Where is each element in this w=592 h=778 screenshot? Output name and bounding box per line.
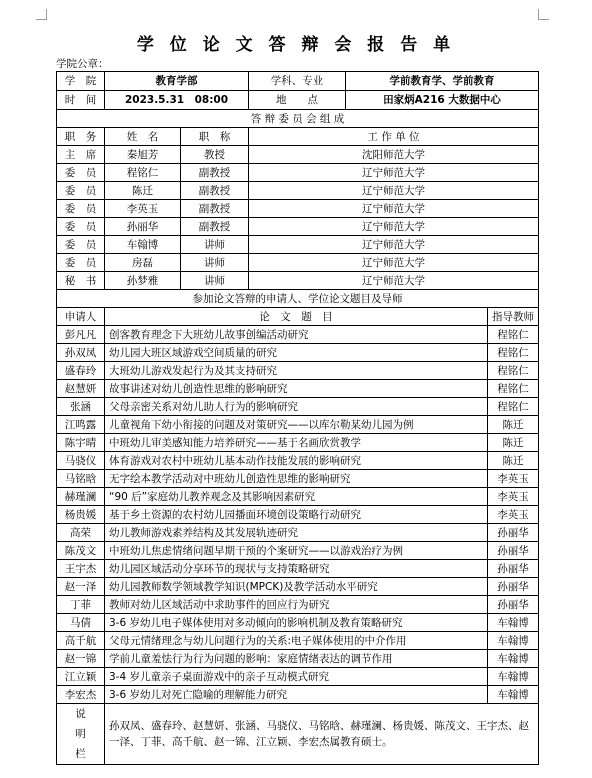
thesis-applicant: 李宏杰 <box>57 686 105 704</box>
member-unit: 辽宁师范大学 <box>249 200 539 218</box>
thesis-topic: 幼儿园大班区域游戏空间质量的研究 <box>105 344 488 362</box>
thesis-row <box>57 506 539 524</box>
thesis-topic: 幼儿园教师数学领域教学知识(MPCK)及教学活动水平研究 <box>105 578 488 596</box>
member-role: 委 员 <box>57 200 105 218</box>
thesis-advisor: 李英玉 <box>488 470 539 488</box>
thesis-row <box>57 326 539 344</box>
college-seal-label: 学院公章： <box>56 58 109 70</box>
thesis-row <box>57 686 539 704</box>
thesis-topic: 中班幼儿焦虑情绪问题早期干预的个案研究——以游戏治疗为例 <box>105 542 488 560</box>
thesis-applicant: 陈茂文 <box>57 542 105 560</box>
thesis-applicant: 高千航 <box>57 632 105 650</box>
thesis-topic: 3-6 岁幼儿对死亡隐喻的理解能力研究 <box>105 686 488 704</box>
thesis-advisor: 程铭仁 <box>488 398 539 416</box>
thesis-applicant: 赵一泽 <box>57 578 105 596</box>
thesis-topic: 故事讲述对幼儿创造性思维的影响研究 <box>105 380 488 398</box>
member-unit: 辽宁师范大学 <box>249 218 539 236</box>
theses-header-topic: 论 文 题 目 <box>105 308 488 326</box>
member-role: 秘 书 <box>57 272 105 290</box>
thesis-applicant: 江鸣露 <box>57 416 105 434</box>
thesis-applicant: 陈宇晴 <box>57 434 105 452</box>
thesis-applicant: 张涵 <box>57 398 105 416</box>
member-title: 讲师 <box>181 236 249 254</box>
page-corner-mark-right <box>538 9 549 20</box>
thesis-row <box>57 488 539 506</box>
committee-member-row <box>57 200 539 218</box>
thesis-row <box>57 650 539 668</box>
notes-label-char: 明 <box>75 728 86 740</box>
thesis-topic: 3-6 岁幼儿电子媒体使用对多动倾向的影响机制及教育策略研究 <box>105 614 488 632</box>
thesis-advisor: 车翰博 <box>488 686 539 704</box>
thesis-row <box>57 416 539 434</box>
time-label: 时 间 <box>57 91 105 110</box>
thesis-advisor: 陈迁 <box>488 434 539 452</box>
thesis-advisor: 陈迁 <box>488 416 539 434</box>
thesis-row <box>57 542 539 560</box>
notes-label-char: 说 <box>75 708 86 720</box>
thesis-row <box>57 398 539 416</box>
member-title: 副教授 <box>181 218 249 236</box>
committee-header-title: 职 称 <box>181 128 249 146</box>
thesis-advisor: 孙丽华 <box>488 578 539 596</box>
document-title: 学 位 论 文 答 辩 会 报 告 单 <box>136 35 456 55</box>
thesis-topic: 儿童视角下幼小衔接的问题及对策研究——以库尔勒某幼儿园为例 <box>105 416 488 434</box>
member-name: 车翰博 <box>105 236 181 254</box>
member-title: 讲师 <box>181 272 249 290</box>
member-name: 秦旭芳 <box>105 146 181 164</box>
thesis-applicant: 马骁仪 <box>57 452 105 470</box>
thesis-advisor: 车翰博 <box>488 632 539 650</box>
thesis-topic: 幼儿园区域活动分享环节的现状与支持策略研究 <box>105 560 488 578</box>
info-row-college <box>57 72 539 91</box>
member-name: 陈迁 <box>105 182 181 200</box>
thesis-applicant: 彭凡凡 <box>57 326 105 344</box>
thesis-topic: 幼儿教师游戏素养结构及其发展轨迹研究 <box>105 524 488 542</box>
committee-section-row <box>57 110 539 128</box>
thesis-row <box>57 614 539 632</box>
thesis-row <box>57 470 539 488</box>
place-value: 田家炳A216 大数据中心 <box>346 91 539 110</box>
member-name: 程铭仁 <box>105 164 181 182</box>
notes-text: 孙双凤、盛春玲、赵慧妍、张涵、马骁仪、马铭晗、赫瑾澜、杨贵媛、陈茂文、王宇杰、赵一泽、丁菲、高千航、赵一锦、江立颖、李宏杰属教育硕士。 <box>105 704 539 765</box>
thesis-topic: 大班幼儿游戏发起行为及其支持研究 <box>105 362 488 380</box>
page-corner-mark-left <box>36 9 47 20</box>
thesis-row <box>57 434 539 452</box>
member-role: 委 员 <box>57 218 105 236</box>
theses-header-applicant: 申请人 <box>57 308 105 326</box>
thesis-advisor: 程铭仁 <box>488 362 539 380</box>
thesis-advisor: 孙丽华 <box>488 596 539 614</box>
thesis-advisor: 李英玉 <box>488 506 539 524</box>
member-unit: 辽宁师范大学 <box>249 254 539 272</box>
thesis-applicant: 盛春玲 <box>57 362 105 380</box>
thesis-applicant: 杨贵媛 <box>57 506 105 524</box>
thesis-row <box>57 596 539 614</box>
thesis-applicant: 马铭晗 <box>57 470 105 488</box>
member-name: 孙丽华 <box>105 218 181 236</box>
member-role: 委 员 <box>57 182 105 200</box>
thesis-topic: 中班幼儿审美感知能力培养研究——基于名画欣赏教学 <box>105 434 488 452</box>
thesis-row <box>57 380 539 398</box>
thesis-advisor: 车翰博 <box>488 614 539 632</box>
member-title: 讲师 <box>181 254 249 272</box>
thesis-topic: 体育游戏对农村中班幼儿基本动作技能发展的影响研究 <box>105 452 488 470</box>
committee-header-role: 职 务 <box>57 128 105 146</box>
theses-header-advisor: 指导教师 <box>488 308 539 326</box>
member-title: 副教授 <box>181 182 249 200</box>
thesis-applicant: 高荣 <box>57 524 105 542</box>
thesis-topic: 基于乡土资源的农村幼儿园播面环境创设策略行动研究 <box>105 506 488 524</box>
committee-header-row <box>57 128 539 146</box>
member-unit: 沈阳师范大学 <box>249 146 539 164</box>
thesis-topic: 教师对幼儿区域活动中求助事件的回应行为研究 <box>105 596 488 614</box>
theses-section-title: 参加论文答辩的申请人、学位论文题目及导师 <box>57 290 539 308</box>
major-value: 学前教育学、学前教育 <box>346 72 539 91</box>
member-title: 教授 <box>181 146 249 164</box>
thesis-advisor: 车翰博 <box>488 650 539 668</box>
thesis-row <box>57 668 539 686</box>
member-unit: 辽宁师范大学 <box>249 164 539 182</box>
thesis-topic: 父母亲密关系对幼儿助人行为的影响研究 <box>105 398 488 416</box>
thesis-applicant: 马倩 <box>57 614 105 632</box>
thesis-applicant: 孙双凤 <box>57 344 105 362</box>
member-name: 房磊 <box>105 254 181 272</box>
thesis-row <box>57 632 539 650</box>
committee-member-row <box>57 272 539 290</box>
thesis-topic: 学前儿童羞怯行为行为问题的影响：家庭情绪表达的调节作用 <box>105 650 488 668</box>
member-title: 副教授 <box>181 200 249 218</box>
thesis-advisor: 程铭仁 <box>488 344 539 362</box>
member-unit: 辽宁师范大学 <box>249 182 539 200</box>
thesis-applicant: 赵一锦 <box>57 650 105 668</box>
committee-header-unit: 工 作 单 位 <box>249 128 539 146</box>
thesis-topic: “90 后”家庭幼儿教养观念及其影响因素研究 <box>105 488 488 506</box>
committee-member-row <box>57 182 539 200</box>
thesis-applicant: 赫瑾澜 <box>57 488 105 506</box>
member-name: 李英玉 <box>105 200 181 218</box>
committee-header-name: 姓 名 <box>105 128 181 146</box>
member-role: 委 员 <box>57 254 105 272</box>
thesis-advisor: 程铭仁 <box>488 380 539 398</box>
thesis-row <box>57 362 539 380</box>
thesis-advisor: 孙丽华 <box>488 524 539 542</box>
thesis-row <box>57 524 539 542</box>
member-role: 委 员 <box>57 236 105 254</box>
member-unit: 辽宁师范大学 <box>249 272 539 290</box>
thesis-topic: 创客教育理念下大班幼儿故事创编活动研究 <box>105 326 488 344</box>
thesis-topic: 无字绘本教学活动对中班幼儿创造性思维的影响研究 <box>105 470 488 488</box>
notes-label-cell <box>57 704 105 765</box>
thesis-row <box>57 560 539 578</box>
theses-section-row <box>57 290 539 308</box>
report-table <box>56 71 539 765</box>
thesis-advisor: 车翰博 <box>488 668 539 686</box>
thesis-advisor: 陈迁 <box>488 452 539 470</box>
thesis-applicant: 王宇杰 <box>57 560 105 578</box>
notes-row <box>57 704 539 765</box>
committee-member-row <box>57 218 539 236</box>
member-role: 主 席 <box>57 146 105 164</box>
thesis-advisor: 孙丽华 <box>488 542 539 560</box>
committee-member-row <box>57 164 539 182</box>
theses-header-row <box>57 308 539 326</box>
thesis-applicant: 丁菲 <box>57 596 105 614</box>
time-value: 2023.5.31 08:00 <box>105 91 249 110</box>
report-form <box>56 71 538 765</box>
thesis-advisor: 李英玉 <box>488 488 539 506</box>
major-label: 学科、专业 <box>249 72 346 91</box>
member-title: 副教授 <box>181 164 249 182</box>
committee-member-row <box>57 146 539 164</box>
college-value: 教育学部 <box>105 72 249 91</box>
thesis-advisor: 孙丽华 <box>488 560 539 578</box>
thesis-applicant: 江立颖 <box>57 668 105 686</box>
thesis-topic: 父母元情绪理念与幼儿问题行为的关系:电子媒体使用的中介作用 <box>105 632 488 650</box>
place-label: 地 点 <box>249 91 346 110</box>
committee-member-row <box>57 254 539 272</box>
thesis-row <box>57 452 539 470</box>
committee-section-title: 答 辩 委 员 会 组 成 <box>57 110 539 128</box>
member-name: 孙梦雅 <box>105 272 181 290</box>
info-row-time <box>57 91 539 110</box>
notes-label-char: 栏 <box>75 748 86 760</box>
thesis-advisor: 程铭仁 <box>488 326 539 344</box>
thesis-topic: 3-4 岁儿童亲子桌面游戏中的亲子互动模式研究 <box>105 668 488 686</box>
college-label: 学 院 <box>57 72 105 91</box>
thesis-row <box>57 578 539 596</box>
member-unit: 辽宁师范大学 <box>249 236 539 254</box>
committee-member-row <box>57 236 539 254</box>
thesis-applicant: 赵慧妍 <box>57 380 105 398</box>
member-role: 委 员 <box>57 164 105 182</box>
notes-label <box>59 704 102 764</box>
thesis-row <box>57 344 539 362</box>
